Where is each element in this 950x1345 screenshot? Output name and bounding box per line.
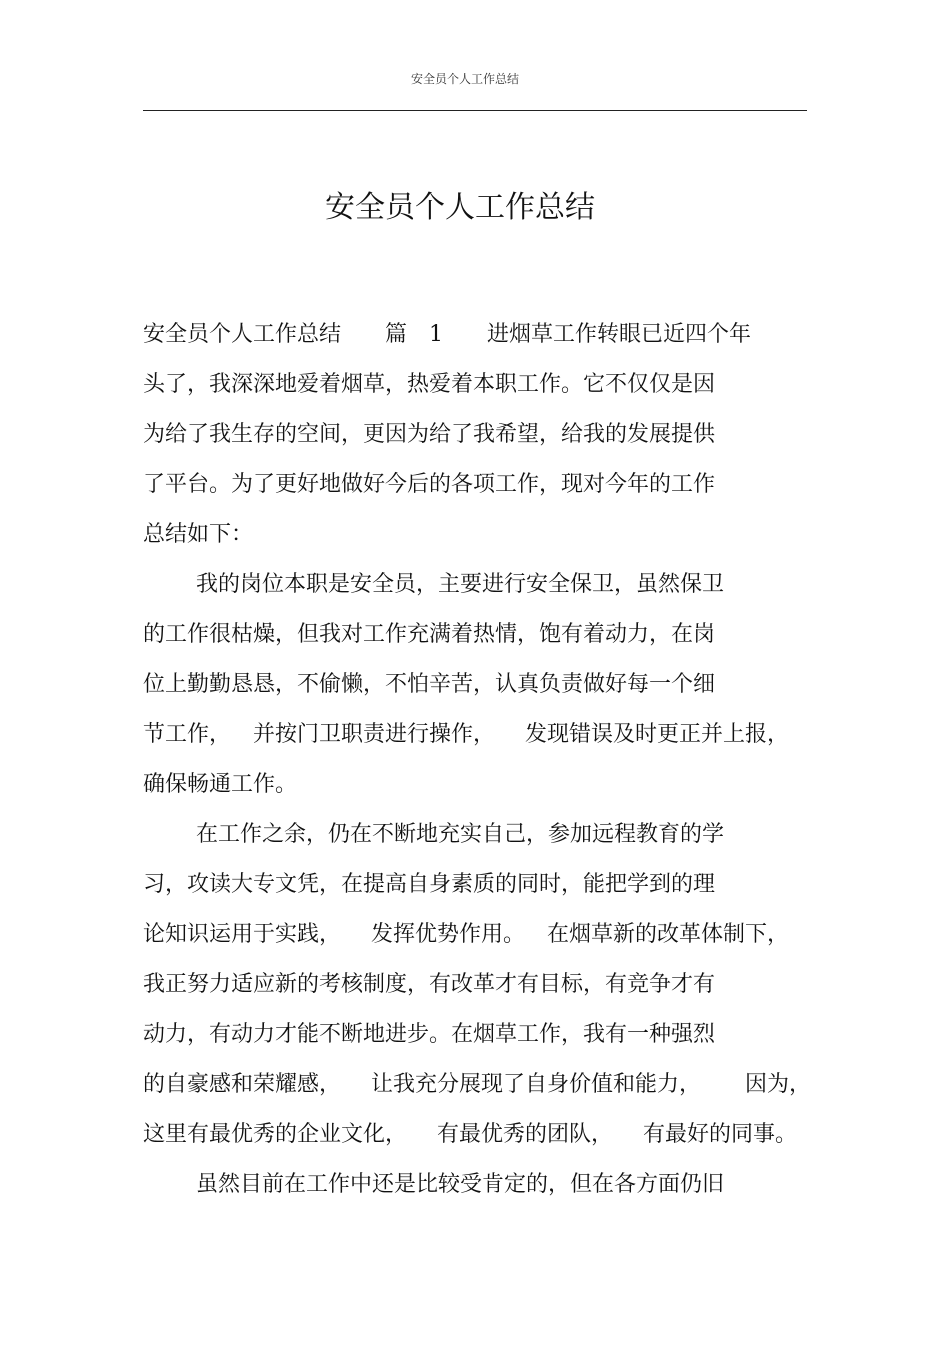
text-segment: 让我充分展现了自身价值和能力， [371,1072,702,1097]
text-segment: 有最优秀的团队， [437,1122,614,1147]
text-segment: 节工作， [143,722,232,747]
text-line [143,1116,807,1166]
text-line [143,616,807,666]
text-line [143,466,807,516]
text-segment: 并按门卫职责进行操作， [253,722,496,747]
text-segment: 有最好的同事。 [643,1122,798,1147]
text-line [143,866,807,916]
text-segment: 的自豪感和荣耀感， [143,1072,342,1097]
text-segment: 了平台。为了更好地做好今后的各项工作，现对今年的工作 [143,472,716,497]
text-segment: 总结如下： [143,522,254,547]
text-segment: 为给了我生存的空间，更因为给了我希望，给我的发展提供 [143,422,716,447]
document-title: 安全员个人工作总结 [325,190,595,225]
text-line [143,816,807,866]
text-line [143,316,807,366]
text-segment: 习，攻读大专文凭，在提高自身素质的同时，能把学到的理 [143,872,716,897]
text-segment: 论知识运用于实践， [143,922,342,947]
text-segment: 这里有最优秀的企业文化， [143,1122,408,1147]
text-segment: 进烟草工作转眼已近四个年 [487,322,752,347]
text-line [143,1166,807,1216]
header-divider [143,110,807,111]
text-line [143,1066,812,1116]
text-segment: 篇 1 [385,322,444,347]
text-segment: 动力，有动力才能不断地进步。在烟草工作，我有一种强烈 [143,1022,716,1047]
text-segment: 发挥优势作用。 [371,922,526,947]
text-line [143,416,807,466]
text-segment: 的工作很枯燥，但我对工作充满着热情，饱有着动力，在岗 [143,622,716,647]
text-segment: 在烟草新的改革体制下， [547,922,790,947]
text-line [143,916,807,966]
text-line [143,666,807,716]
text-segment: 我的岗位本职是安全员，主要进行安全保卫，虽然保卫 [196,572,725,597]
running-header: 安全员个人工作总结 [410,72,519,86]
text-segment: 在工作之余，仍在不断地充实自己，参加远程教育的学 [196,822,725,847]
text-line [143,766,807,816]
text-line [143,516,807,566]
text-line [143,366,807,416]
text-line [143,716,807,766]
text-segment: 因为， [745,1072,812,1097]
text-segment: 位上勤勤恳恳，不偷懒，不怕辛苦，认真负责做好每一个细 [143,672,716,697]
text-segment: 我正努力适应新的考核制度，有改革才有目标，有竞争才有 [143,972,716,997]
text-line [143,566,807,616]
text-segment: 确保畅通工作。 [143,772,298,797]
text-segment: 发现错误及时更正并上报， [525,722,790,747]
text-line [143,1016,807,1066]
text-segment: 安全员个人工作总结 [143,322,342,347]
text-segment: 头了，我深深地爱着烟草，热爱着本职工作。它不仅仅是因 [143,372,716,397]
text-segment: 虽然目前在工作中还是比较受肯定的，但在各方面仍旧 [196,1172,725,1197]
text-line [143,966,807,1016]
document-body [143,316,812,1216]
